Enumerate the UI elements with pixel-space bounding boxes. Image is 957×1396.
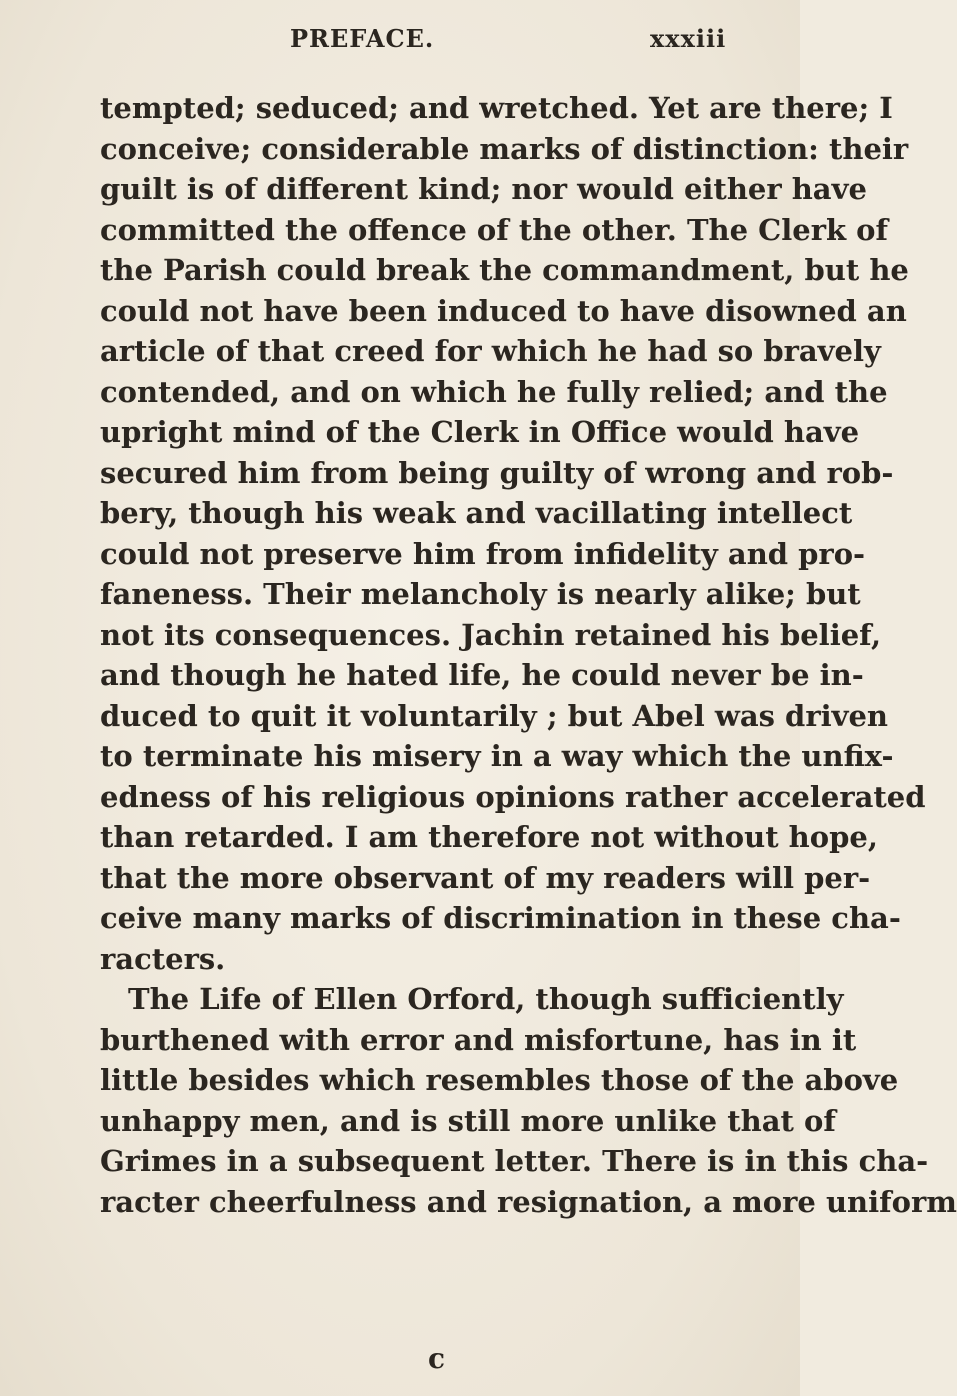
running-head xyxy=(0,18,800,58)
text-line: guilt is of different kind; nor would either have xyxy=(100,172,867,206)
text-line: unhappy men, and is still more unlike that of xyxy=(100,1103,836,1138)
text-line: and though he hated life, he could never be in- xyxy=(100,658,864,692)
body-text xyxy=(100,88,957,1222)
text-line: article of that creed for which he had so bravely xyxy=(100,334,881,368)
text-line: racter cheerfulness and resignation, a more uniform xyxy=(100,1184,957,1219)
text-line: burthened with error and misfortune, has in it xyxy=(100,1022,857,1057)
text-line: duced to quit it voluntarily ; but Abel was driven xyxy=(100,698,889,733)
text-line: faneness. Their melancholy is nearly alike; but xyxy=(100,577,861,611)
text-line: upright mind of the Clerk in Office would have xyxy=(100,415,860,449)
text-line: not its consequences. Jachin retained his belief, xyxy=(100,617,882,652)
text-line: racters. xyxy=(100,941,226,976)
text-line: tempted; seduced; and wretched. Yet are there; I xyxy=(100,91,893,125)
text-line: The Life of Ellen Orford, though sufficiently xyxy=(128,982,844,1016)
signature-mark: c xyxy=(428,1342,446,1375)
text-line: than retarded. I am therefore not without hope, xyxy=(100,820,878,854)
running-head-title: PREFACE. xyxy=(290,24,435,53)
page-number: xxxiii xyxy=(650,24,727,53)
text-line: bery, though his weak and vacillating intellect xyxy=(100,496,853,530)
text-line: could not have been induced to have disowned an xyxy=(100,293,907,328)
text-line: the Parish could break the commandment, but he xyxy=(100,253,909,287)
text-line: contended, and on which he fully relied; and the xyxy=(100,374,888,409)
text-line: that the more observant of my readers will per- xyxy=(100,860,871,895)
text-line: committed the offence of the other. The Clerk of xyxy=(100,212,888,247)
text-line: edness of his religious opinions rather accelerated xyxy=(100,779,926,814)
text-line: Grimes in a subsequent letter. There is in this cha- xyxy=(100,1144,929,1178)
text-line: conceive; considerable marks of distinction: their xyxy=(100,131,909,166)
text-line: secured him from being guilty of wrong and rob- xyxy=(100,455,894,490)
text-line: to terminate his misery in a way which the unfix- xyxy=(100,739,894,773)
text-line: little besides which resembles those of the above xyxy=(100,1063,899,1097)
text-line: could not preserve him from infidelity and pro- xyxy=(100,536,866,571)
text-line: ceive many marks of discrimination in these cha- xyxy=(100,901,901,935)
